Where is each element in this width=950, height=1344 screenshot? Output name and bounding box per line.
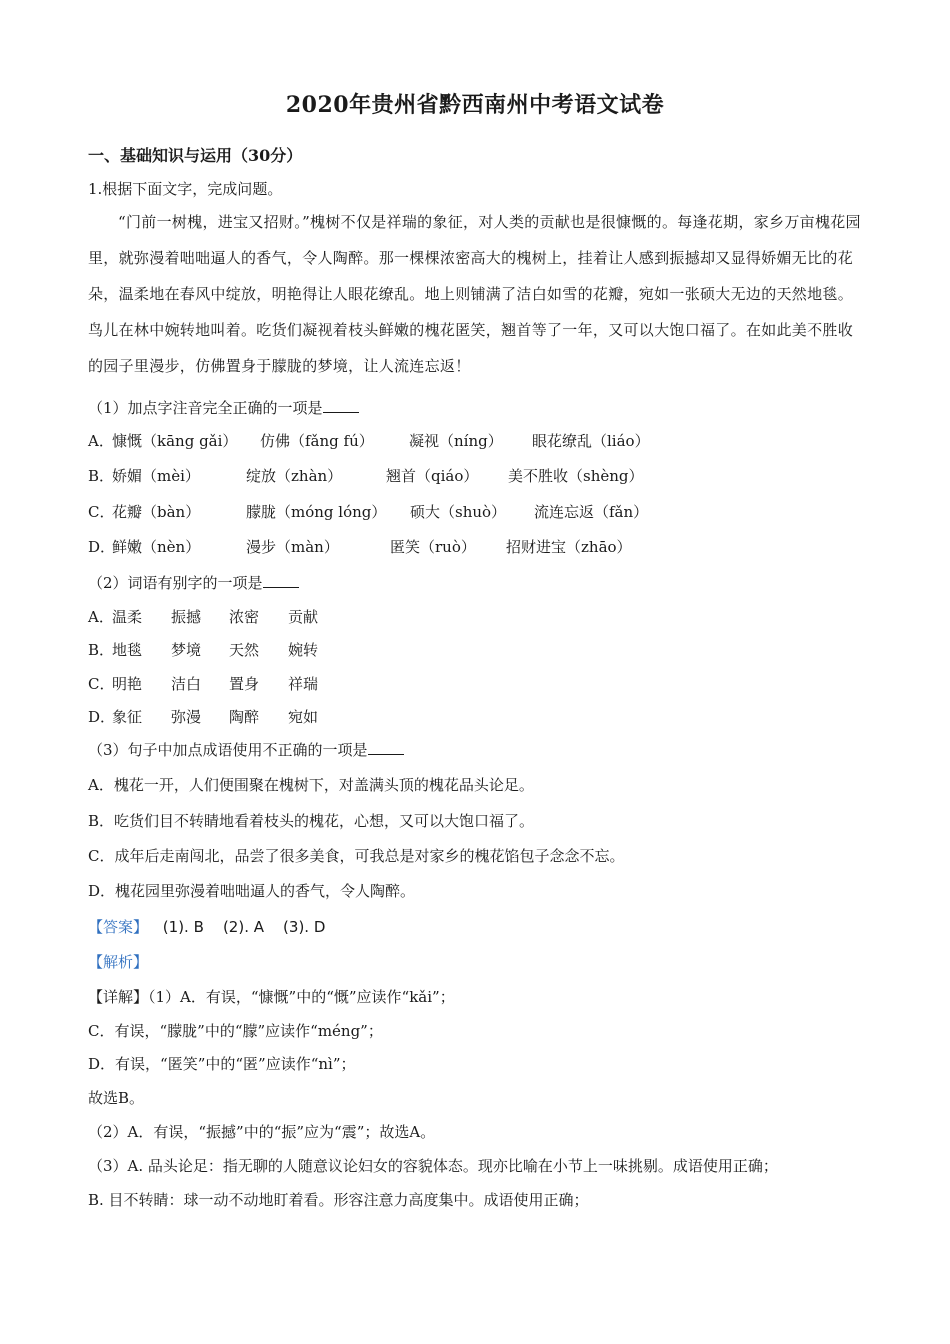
option-item: 明艳 xyxy=(112,675,143,693)
explanation-line: C．有误，“朦胧”中的“朦”应读作“méng”； xyxy=(88,1022,383,1040)
answer-blank xyxy=(263,573,299,588)
stem-text: （3）句子中加点成语使用不正确的一项是 xyxy=(88,741,368,759)
option-item: 宛如 xyxy=(288,708,319,726)
option-letter: B． xyxy=(88,467,115,485)
option-item: 温柔 xyxy=(112,608,143,626)
explanation-line: 【详解】（1）A．有误，“慷慨”中的“慨”应读作“kǎi”； xyxy=(88,988,455,1006)
option-item: 天然 xyxy=(229,641,260,659)
option-item: 慷慨（kāng gǎi） xyxy=(112,432,238,450)
question-intro: 1.根据下面文字，完成问题。 xyxy=(88,180,283,198)
option-letter: C． xyxy=(88,675,115,693)
reading-passage: “门前一树槐，进宝又招财。”槐树不仅是祥瑞的象征，对人类的贡献也是很慷慨的。每逢花期，家乡万亩槐花园里，就弥漫着咄咄逼人的香气，令人陶醉。那一棵棵浓密高大的槐树上，挂着让人感到振撼却又显得娇媚无比的花朵，温柔地在春风中绽放，明艳得让人眼花缭乱。地上则铺满了洁白如雪的花瓣，宛如一张硕大无边的天然地毯。鸟儿在林中婉转地叫着。吃货们凝视着枝头鲜嫩的槐花匿笑，翘首等了一年，又可以大饱口福了。在如此美不胜收的园子里漫步，仿佛置身于朦胧的梦境，让人流连忘返！ xyxy=(88,213,861,375)
explanation-line: （2）A．有误，“振撼”中的“振”应为“震”；故选A。 xyxy=(88,1123,436,1141)
section-heading: 一、基础知识与运用（30分） xyxy=(88,146,303,165)
sub-question-1-stem xyxy=(88,398,359,418)
option-item: 仿佛（fǎng fú） xyxy=(260,432,374,450)
explanation-line: （3）A. 品头论足：指无聊的人随意议论妇女的容貌体态。现亦比喻在小节上一味挑剔。成语使用正确； xyxy=(88,1157,778,1175)
explanation-line: D．有误，“匿笑”中的“匿”应读作“nì”； xyxy=(88,1055,356,1073)
option-item: 象征 xyxy=(112,708,143,726)
stem-text: （1）加点字注音完全正确的一项是 xyxy=(88,399,323,417)
option-letter: B． xyxy=(88,641,115,659)
option-item: 匿笑（ruò） xyxy=(390,538,476,556)
option-item: 祥瑞 xyxy=(288,675,319,693)
option-sentence: 吃货们目不转睛地看着枝头的槐花，心想，又可以大饱口福了。 xyxy=(114,812,535,830)
sub-question-2-stem xyxy=(88,573,299,593)
option-item: 眼花缭乱（liáo） xyxy=(532,432,650,450)
option-item: 洁白 xyxy=(171,675,202,693)
option-item: 硕大（shuò） xyxy=(410,503,507,521)
answer-tag: 【答案】 xyxy=(88,918,149,936)
answer-blank xyxy=(368,740,404,755)
option-sentence: 槐花园里弥漫着咄咄逼人的香气，令人陶醉。 xyxy=(115,882,416,900)
option-sentence: 槐花一开，人们便围聚在槐树下，对盖满头顶的槐花品头论足。 xyxy=(113,776,534,794)
option-item: 梦境 xyxy=(171,641,202,659)
option-item: 娇媚（mèi） xyxy=(112,467,200,485)
option-item: 朦胧（móng lóng） xyxy=(246,503,387,521)
option-item: 花瓣（bàn） xyxy=(112,503,201,521)
option-item: 婉转 xyxy=(288,641,319,659)
option-letter: A． xyxy=(88,432,114,450)
option-item: 贡献 xyxy=(288,608,319,626)
explanation-line: B. 目不转睛：球一动不动地盯着看。形容注意力高度集中。成语使用正确； xyxy=(88,1191,589,1209)
option-row xyxy=(88,775,534,795)
sub-question-3-stem xyxy=(88,740,404,760)
option-item: 美不胜收（shèng） xyxy=(508,467,644,485)
option-row xyxy=(88,881,415,901)
option-letter: D． xyxy=(88,882,116,900)
option-row xyxy=(88,846,625,866)
option-letter: A． xyxy=(88,776,114,794)
option-item: 振撼 xyxy=(171,608,202,626)
option-letter: C． xyxy=(88,847,115,865)
option-sentence: 成年后走南闯北，品尝了很多美食，可我总是对家乡的槐花馅包子念念不忘。 xyxy=(114,847,625,865)
explanation-line: 故选B。 xyxy=(88,1089,145,1107)
option-letter: B． xyxy=(88,812,115,830)
analysis-tag: 【解析】 xyxy=(88,953,149,971)
option-item: 流连忘返（fǎn） xyxy=(534,503,649,521)
option-row xyxy=(88,811,534,831)
stem-text: （2）词语有别字的一项是 xyxy=(88,574,263,592)
option-letter: D． xyxy=(88,708,116,726)
option-item: 置身 xyxy=(229,675,260,693)
option-item: 浓密 xyxy=(229,608,260,626)
option-item: 鲜嫩（nèn） xyxy=(112,538,201,556)
option-item: 招财进宝（zhāo） xyxy=(506,538,632,556)
option-letter: C． xyxy=(88,503,115,521)
answer-line xyxy=(88,917,325,937)
option-item: 绽放（zhàn） xyxy=(246,467,343,485)
page-title: 2020年贵州省黔西南州中考语文试卷 xyxy=(285,92,665,118)
option-item: 漫步（màn） xyxy=(246,538,339,556)
option-item: 凝视（níng） xyxy=(409,432,503,450)
option-letter: A． xyxy=(88,608,114,626)
answer-blank xyxy=(323,398,359,413)
option-item: 地毯 xyxy=(112,641,143,659)
option-item: 陶醉 xyxy=(229,708,260,726)
answer-text: (1). B (2). A (3). D xyxy=(162,918,326,936)
option-item: 弥漫 xyxy=(171,708,202,726)
option-letter: D． xyxy=(88,538,116,556)
option-item: 翘首（qiáo） xyxy=(386,467,479,485)
